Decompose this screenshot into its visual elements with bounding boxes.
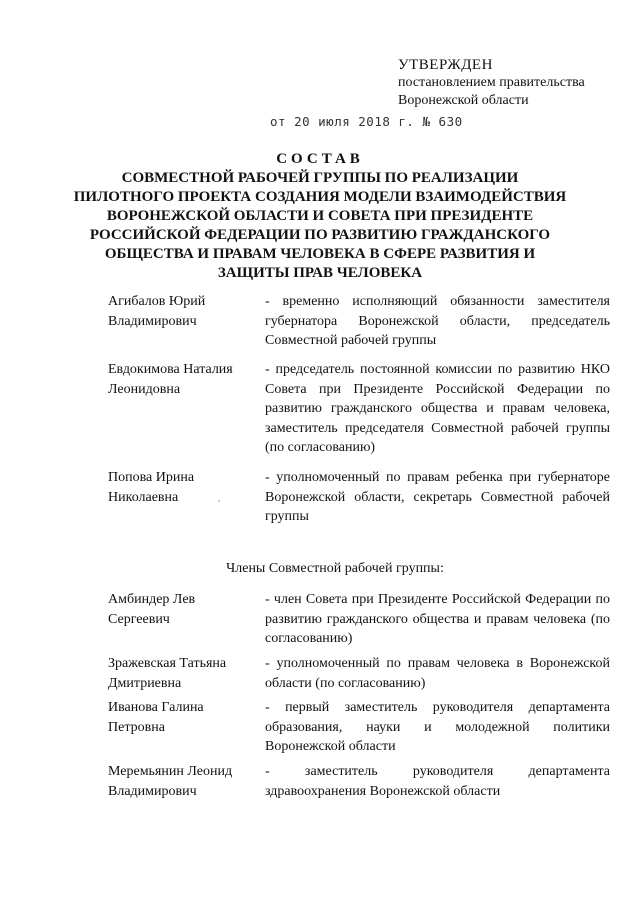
member-name xyxy=(108,654,256,693)
member-patronymic: Петровна xyxy=(108,719,165,735)
member-patronymic: Леонидовна xyxy=(108,381,181,397)
title-line: ЗАЩИТЫ ПРАВ ЧЕЛОВЕКА xyxy=(217,265,423,281)
member-patronymic: Николаевна xyxy=(108,489,179,505)
member-role: - заместитель руководителя департамента здравоохранения Воронежской области xyxy=(265,764,610,799)
member-patronymic: Дмитриевна xyxy=(108,675,182,691)
member-surname-firstname: Агибалов Юрий xyxy=(108,294,206,309)
title-sostav: СОСТАВ xyxy=(276,151,364,167)
member-name xyxy=(108,698,256,737)
title-line: СОВМЕСТНОЙ РАБОЧЕЙ ГРУППЫ ПО РЕАЛИЗАЦИИ xyxy=(121,170,519,186)
member-surname-firstname: Меремьянин Леонид xyxy=(108,764,233,779)
member-name xyxy=(108,468,256,507)
members-heading: Члены Совместной рабочей группы: xyxy=(226,561,444,576)
member-name xyxy=(108,292,256,331)
member-role: - член Совета при Президенте Российской Федерации по развитию гражданского общества и правам человека (по согласованию) xyxy=(265,592,610,647)
member-role: - уполномоченный по правам человека в Воронежской области (по согласованию) xyxy=(265,656,610,691)
member-surname-firstname: Евдокимова Наталия xyxy=(108,362,233,377)
title-line: ОБЩЕСТВА И ПРАВАМ ЧЕЛОВЕКА В СФЕРЕ РАЗВИТИЯ И xyxy=(104,246,536,262)
approval-heading: УТВЕРЖДЕН xyxy=(398,57,493,73)
approval-line-2: Воронежской области xyxy=(398,93,529,108)
member-name xyxy=(108,762,256,801)
member-name xyxy=(108,360,256,399)
title-line: РОССИЙСКОЙ ФЕДЕРАЦИИ ПО РАЗВИТИЮ ГРАЖДАНСКОГО xyxy=(89,227,551,243)
member-patronymic: Владимирович xyxy=(108,313,197,329)
title-line: ВОРОНЕЖСКОЙ ОБЛАСТИ И СОВЕТА ПРИ ПРЕЗИДЕНТЕ xyxy=(106,208,534,224)
member-surname-firstname: Попова Ирина xyxy=(108,470,195,485)
member-role: - временно исполняющий обязанности заместителя губернатора Воронежской области, председатель Совместной рабочей группы xyxy=(265,294,610,349)
approval-line-1: постановлением правительства xyxy=(398,75,585,90)
member-surname-firstname: Зражевская Татьяна xyxy=(108,656,227,671)
member-surname-firstname: Амбиндер Лев xyxy=(108,592,196,607)
approval-stamp xyxy=(398,56,585,110)
decree-date-number: от 20 июля 2018 г. № 630 xyxy=(270,114,463,129)
member-name xyxy=(108,590,256,629)
member-role: - уполномоченный по правам ребенка при губернаторе Воронежской области, секретарь Совместной рабочей группы xyxy=(265,470,610,525)
member-patronymic: Владимирович xyxy=(108,783,197,799)
member-patronymic: Сергеевич xyxy=(108,611,170,627)
document-title xyxy=(70,150,570,283)
member-role: - первый заместитель руководителя департамента образования, науки и молодежной политики Воронежской области xyxy=(265,700,610,755)
scan-speck xyxy=(218,500,220,502)
title-line: ПИЛОТНОГО ПРОЕКТА СОЗДАНИЯ МОДЕЛИ ВЗАИМОДЕЙСТВИЯ xyxy=(73,189,567,205)
member-surname-firstname: Иванова Галина xyxy=(108,700,204,715)
member-role: - председатель постоянной комиссии по развитию НКО Совета при Президенте Российской Федерации по развитию гражданского общества и правам человека, заместитель председателя Совместной рабочей группы (по согласованию) xyxy=(265,362,610,456)
